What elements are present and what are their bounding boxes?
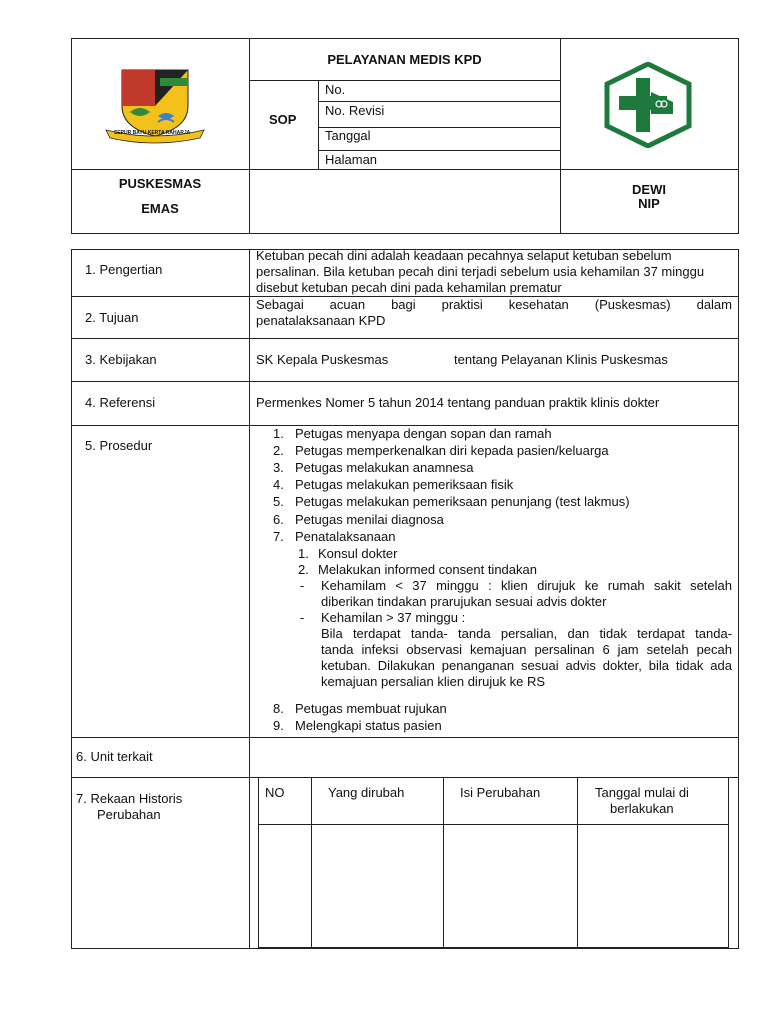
substep-text: Melakukan informed consent tindakan xyxy=(318,562,537,577)
puskesmas-label: PUSKESMAS xyxy=(118,176,202,191)
bullet2-line-4: ketuban. Dilakukan penanganan sesuai advis dokter, bila tidak ada xyxy=(321,658,732,673)
bullet-dash: - xyxy=(300,578,305,593)
bullet2-line-2: Bila terdapat tanda- tanda persalian, dan tidak terdapat tanda- xyxy=(321,626,732,641)
step-num: 8. xyxy=(273,701,284,716)
label-kebijakan: 3. Kebijakan xyxy=(85,352,157,367)
label-pengertian: 1. Pengertian xyxy=(85,262,163,277)
step-num: 1. xyxy=(273,426,284,441)
step-num: 2. xyxy=(273,443,284,458)
puskesmas-logo xyxy=(603,62,693,148)
step-text: Petugas melakukan pemeriksaan penunjang (test lakmus) xyxy=(295,494,630,509)
bullet2-line-3: tanda infeksi observasi kemajuan persalinan 6 jam setelah pecah xyxy=(321,642,732,657)
step-num: 4. xyxy=(273,477,284,492)
pengertian-line-3: disebut ketuban pecah dini pada kehamilan prematur xyxy=(256,280,562,295)
field-no: No. xyxy=(325,82,346,97)
step-num: 3. xyxy=(273,460,284,475)
label-tujuan: 2. Tujuan xyxy=(85,310,139,325)
pengertian-line-1: Ketuban pecah dini adalah keadaan pecahnya selaput ketuban sebelum xyxy=(256,248,672,263)
step-text: Petugas menyapa dengan sopan dan ramah xyxy=(295,426,552,441)
referensi-text: Permenkes Nomer 5 tahun 2014 tentang panduan praktik klinis dokter xyxy=(256,395,660,410)
substep-num: 2. xyxy=(298,562,309,577)
step-num: 5. xyxy=(273,494,284,509)
tujuan-line-1: Sebagai acuan bagi praktisi kesehatan (Puskesmas) dalam xyxy=(256,297,732,312)
substep-num: 1. xyxy=(298,546,309,561)
step-num: 9. xyxy=(273,718,284,733)
puskesmas-name: EMAS xyxy=(141,201,179,216)
field-tanggal: Tanggal xyxy=(325,128,371,143)
signer-name: DEWI xyxy=(632,182,666,197)
tujuan-line-2: penatalaksanaan KPD xyxy=(256,313,386,328)
label-rekaman-1: 7. Rekaan Historis xyxy=(76,791,183,806)
step-text: Petugas memperkenalkan diri kepada pasien/keluarga xyxy=(295,443,609,458)
label-rekaman-2: Perubahan xyxy=(97,807,161,822)
bullet1-line-1: Kehamilam < 37 minggu : klien dirujuk ke rumah sakit setelah xyxy=(321,578,732,593)
sop-label: SOP xyxy=(269,112,297,127)
step-num: 6. xyxy=(273,512,284,527)
step-text: Petugas menilai diagnosa xyxy=(295,512,444,527)
substep-text: Konsul dokter xyxy=(318,546,398,561)
signer-nip: NIP xyxy=(638,196,660,211)
history-header-date-1: Tanggal mulai di xyxy=(595,785,689,800)
step-num: 7. xyxy=(273,529,284,544)
history-header-no: NO xyxy=(265,785,285,800)
step-text: Petugas melakukan pemeriksaan fisik xyxy=(295,477,514,492)
bullet2-line-5: kemajuan persalian klien dirujuk ke RS xyxy=(321,674,546,689)
label-prosedur: 5. Prosedur xyxy=(85,438,153,453)
label-unit-terkait: 6. Unit terkait xyxy=(76,749,153,764)
bullet-dash: - xyxy=(300,610,305,625)
history-header-content: Isi Perubahan xyxy=(460,785,541,800)
step-text: Petugas melakukan anamnesa xyxy=(295,460,474,475)
step-text: Melengkapi status pasien xyxy=(295,718,442,733)
history-header-changed: Yang dirubah xyxy=(328,785,405,800)
step-text: Petugas membuat rujukan xyxy=(295,701,447,716)
regency-crest-logo xyxy=(100,66,210,146)
label-referensi: 4. Referensi xyxy=(85,395,156,410)
pengertian-line-2: persalinan. Bila ketuban pecah dini terjadi sebelum usia kehamilan 37 minggu xyxy=(256,264,705,279)
field-no-revisi: No. Revisi xyxy=(325,103,385,118)
crest-motto: SEPUR BAYU KERTA RAHARJA xyxy=(114,130,191,136)
bullet1-line-2: diberikan tindakan prarujukan sesuai advis dokter xyxy=(321,594,607,609)
bullet2-line-1: Kehamilan > 37 minggu : xyxy=(321,610,466,625)
history-header-date-2: berlakukan xyxy=(610,801,674,816)
sop-title: PELAYANAN MEDIS KPD xyxy=(327,52,482,67)
kebijakan-text-a: SK Kepala Puskesmas xyxy=(256,352,389,367)
step-text: Penatalaksanaan xyxy=(295,529,396,544)
kebijakan-text-b: tentang Pelayanan Klinis Puskesmas xyxy=(454,352,668,367)
field-halaman: Halaman xyxy=(325,152,378,167)
